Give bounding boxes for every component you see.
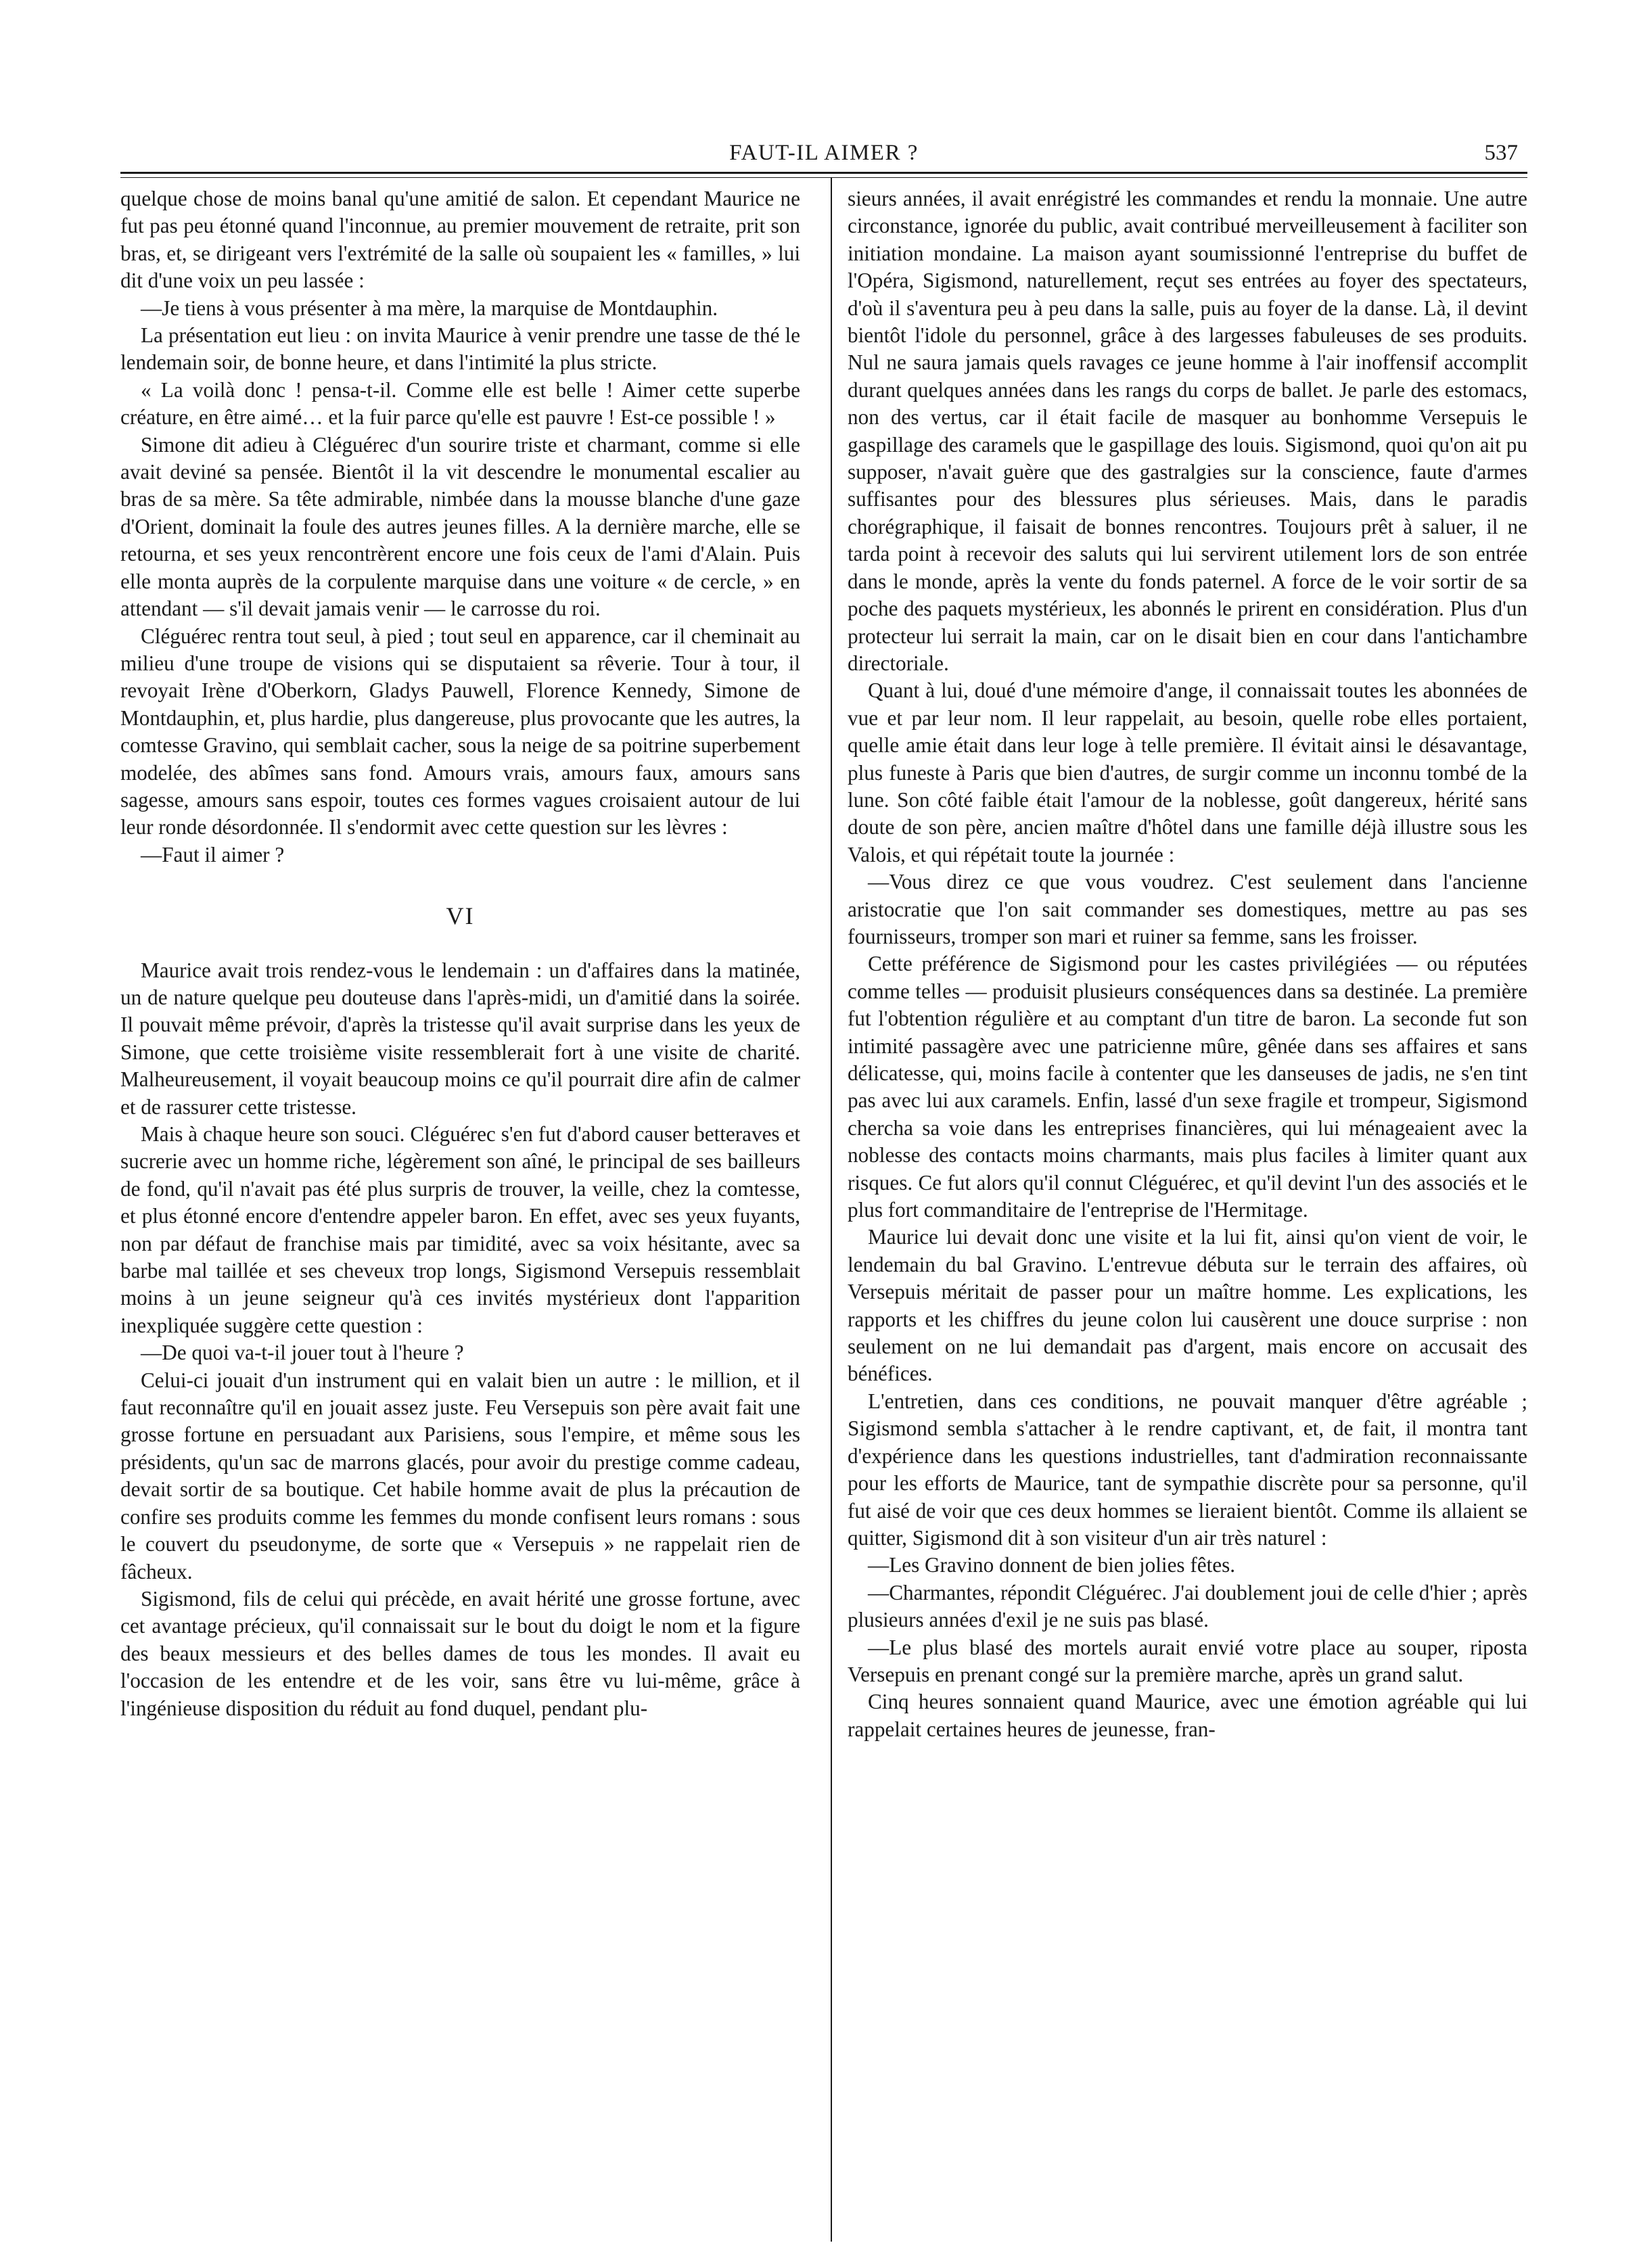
paragraph: Cinq heures sonnaient quand Maurice, avec une émotion agréable qui lui rappelait certaines heures de jeunesse, fran- xyxy=(848,1690,1527,1741)
right-column xyxy=(848,185,1527,2242)
paragraph: Sigismond, fils de celui qui précède, en avait hérité une grosse fortune, avec cet avantage précieux, qu'il connaissait sur le bout du doigt le nom et la figure des beaux messieurs et des belles dames de tous les mondes. Il avait eu l'occasion de les entendre et de les voir, sans être vu lui-même, grâce à l'ingénieuse disposition du réduit au fond duquel, pendant plu- xyxy=(120,1586,800,1720)
page-number: 537 xyxy=(1484,141,1518,165)
chapter-heading: VI xyxy=(446,902,475,930)
paragraph: « La voilà donc ! pensa-t-il. Comme elle est belle ! Aimer cette superbe créature, en être aimé… et la fuir parce qu'elle est pauvre ! Est-ce possible ! » xyxy=(120,377,800,430)
dialogue-line: —Je tiens à vous présenter à ma mère, la marquise de Montdauphin. xyxy=(141,296,718,320)
paragraph: Mais à chaque heure son souci. Cléguérec s'en fut d'abord causer betteraves et sucrerie avec un homme riche, légèrement son aîné, le principal de ses bailleurs de fond, qu'il n'avait pas été plus surpris de trouver, la veille, chez la comtesse, et plus étonné encore d'entendre appeler baron. En effet, avec ses yeux fuyants, non par défaut de franchise mais par timidité, avec sa voix hésitante, avec sa barbe mal taillée et ses cheveux trop longs, Sigismond Versepuis ressemblait moins à un jeune seigneur qu'à ces invités mystérieux dont l'apparition inexpliquée suggère cette question : xyxy=(120,1122,800,1337)
paragraph: Maurice lui devait donc une visite et la lui fit, ainsi qu'on vient de voir, le lendemain du bal Gravino. L'entrevue débuta sur le terrain des affaires, où Versepuis méritait de passer pour un maître homme. Les explications, les rapports et les chiffres du jeune colon lui causèrent une douce surprise : non seulement on ne lui demandait pas d'argent, mais encore on accusait des bénéfices. xyxy=(848,1225,1527,1386)
left-column xyxy=(120,185,800,2242)
dialogue-line: —De quoi va-t-il jouer tout à l'heure ? xyxy=(141,1341,464,1365)
paragraph: Maurice avait trois rendez-vous le lendemain : un d'affaires dans la matinée, un de nature quelque peu douteuse dans l'après-midi, un d'amitié dans la soirée. Il pouvait même prévoir, d'après la tristesse qu'il avait surprise dans les yeux de Simone, que cette troisième visite ressemblerait fort à une visite de charité. Malheureusement, il voyait beaucoup moins ce qu'il pourrait dire afin de calmer et de rassurer cette tristesse. xyxy=(120,958,800,1119)
paragraph: quelque chose de moins banal qu'une amitié de salon. Et cependant Maurice ne fut pas peu étonné quand l'inconnue, au premier mouvement de retraite, prit son bras, et, se dirigeant vers l'extrémité de la salle où soupaient les « familles, » lui dit d'une voix un peu lassée : xyxy=(120,187,800,293)
dialogue-line: —Charmantes, répondit Cléguérec. J'ai doublement joui de celle d'hier ; après plusieurs années d'exil je ne suis pas blasé. xyxy=(848,1580,1527,1632)
paragraph: L'entretien, dans ces conditions, ne pouvait manquer d'être agréable ; Sigismond sembla s'attacher à le rendre captivant, et, de fait, il montra tant d'expérience dans les questions industrielles, tant d'admiration reconnaissante pour les efforts de Maurice, tant de sympathie discrète pour sa personne, qu'il fut aisé de voir que ces deux hommes se lieraient bientôt. Comme ils allaient se quitter, Sigismond dit à son visiteur d'un air très naturel : xyxy=(848,1389,1527,1550)
running-title: FAUT-IL AIMER ? xyxy=(729,141,919,165)
paragraph: La présentation eut lieu : on invita Maurice à venir prendre une tasse de thé le lendemain soir, de bonne heure, et dans l'intimité la plus stricte. xyxy=(120,323,800,375)
header-rule xyxy=(120,172,1527,178)
dialogue-line: —Le plus blasé des mortels aurait envié votre place au souper, riposta Versepuis en prenant congé sur la première marche, après un grand salut. xyxy=(848,1635,1527,1686)
paragraph: Cette préférence de Sigismond pour les castes privilégiées — ou réputées comme telles — produisit plusieurs conséquences dans sa destinée. La première fut l'obtention régulière et au comptant d'un titre de baron. La seconde fut son intimité passagère avec une patricienne mûre, gênée dans ses affaires et sans délicatesse, qui, moins facile à contenter que les danseuses de jadis, ne s'en tint pas avec lui aux caramels. Enfin, lassé d'un sexe fragile et trompeur, Sigismond chercha sa voie dans les entreprises financières, qui lui ménageaient avec la noblesse des contacts moins charmants, mais plus faciles à limiter quant aux risques. Ce fut alors qu'il connut Cléguérec, et qu'il devint l'un des associés et le plus fort commanditaire de l'entreprise de l'Hermitage. xyxy=(848,952,1527,1222)
dialogue-line: —Faut il aimer ? xyxy=(141,842,285,866)
running-head xyxy=(120,141,1527,172)
paragraph: Simone dit adieu à Cléguérec d'un sourire triste et charmant, comme si elle avait deviné sa pensée. Bientôt il la vit descendre le monumental escalier au bras de sa mère. Sa tête admirable, nimbée dans la mousse blanche d'une gaze d'Orient, dominait la foule des autres jeunes filles. A la dernière marche, elle se retourna, et ses yeux rencontrèrent encore une fois ceux de l'ami d'Alain. Puis elle monta auprès de la corpulente marquise dans une voiture « de cercle, » en attendant — s'il devait jamais venir — le carrosse du roi. xyxy=(120,432,800,621)
paragraph: Quant à lui, doué d'une mémoire d'ange, il connaissait toutes les abonnées de vue et par leur nom. Il leur rappelait, au besoin, quelle robe elles portaient, quelle amie était dans leur loge à telle première. Il évitait ainsi le désavantage, plus funeste à Paris que bien d'autres, de surgir comme un inconnu tombé de la lune. Son côté faible était l'amour de la noblesse, goût dangereux, hérité sans doute de son père, ancien maître d'hôtel dans une famille déjà illustre sous les Valois, et qui répétait toute la journée : xyxy=(848,678,1527,866)
paragraph: Cléguérec rentra tout seul, à pied ; tout seul en apparence, car il cheminait au milieu d'une troupe de visions qui se disputaient sa rêverie. Tour à tour, il revoyait Irène d'Oberkorn, Gladys Pauwell, Florence Kennedy, Simone de Montdauphin, et, plus hardie, plus dangereuse, plus provocante que les autres, la comtesse Gravino, qui semblait cacher, sous la neige de sa poitrine superbement modelée, des abîmes sans fond. Amours vrais, amours faux, amours sans sagesse, amours sans espoir, toutes ces formes vagues croisaient autour de lui leur ronde désordonnée. Il s'endormit avec cette question sur les lèvres : xyxy=(120,624,800,839)
dialogue-line: —Vous direz ce que vous voudrez. C'est seulement dans l'ancienne aristocratie que l'on sait commander ses domestiques, mettre au pas ses fournisseurs, tromper son mari et ruiner sa femme, sans les froisser. xyxy=(848,870,1527,948)
dialogue-line: —Les Gravino donnent de bien jolies fêtes. xyxy=(868,1553,1236,1577)
paragraph: Celui-ci jouait d'un instrument qui en valait bien un autre : le million, et il faut reconnaître qu'il en jouait assez juste. Feu Versepuis son père avait fait une grosse fortune en persuadant aux Parisiens, sous l'empire, et même sous les présidents, qu'un sac de marrons glacés, pour avoir du prestige comme cadeau, devait sortir de sa boutique. Cet habile homme avait de plus la précaution de confire ses produits comme les femmes du monde confisent leurs romans : sous le couvert du pseudonyme, de sorte que « Versepuis » ne rappelait rien de fâcheux. xyxy=(120,1368,800,1583)
column-divider xyxy=(831,177,832,2242)
paragraph: sieurs années, il avait enrégistré les commandes et rendu la monnaie. Une autre circonstance, ignorée du public, avait contribué merveilleusement à faciliter son initiation mondaine. La maison ayant soumissionné l'entreprise du buffet de l'Opéra, Sigismond, naturellement, reçut ses entrées au foyer des spectateurs, d'où il s'aventura peu à peu dans la salle, puis au foyer de la danse. Là, il devint bientôt l'idole du personnel, grâce à des largesses fabuleuses de ses produits. Nul ne saura jamais quels ravages ce jeune homme à l'air inoffensif accomplit durant quelques années dans les rangs du corps de ballet. Je parle des estomacs, non des vertus, car il était facile de masquer au bonhomme Versepuis le gaspillage des caramels que le gaspillage des louis. Sigismond, quoi qu'on ait pu supposer, n'avait guère que des gastralgies sur la conscience, faute d'armes suffisantes pour des blessures plus sérieuses. Mais, dans le paradis chorégraphique, il faisait de bonnes rencontres. Toujours prêt à saluer, il ne tarda point à recevoir des saluts qui lui servirent utilement lors de son entrée dans le monde, après la vente du fonds paternel. A force de le voir sortir de sa poche des paquets mystérieux, les abonnés le prirent en considération. Plus d'un protecteur lui serrait la main, car on le disait bien en cour dans l'antichambre directoriale. xyxy=(848,187,1527,675)
